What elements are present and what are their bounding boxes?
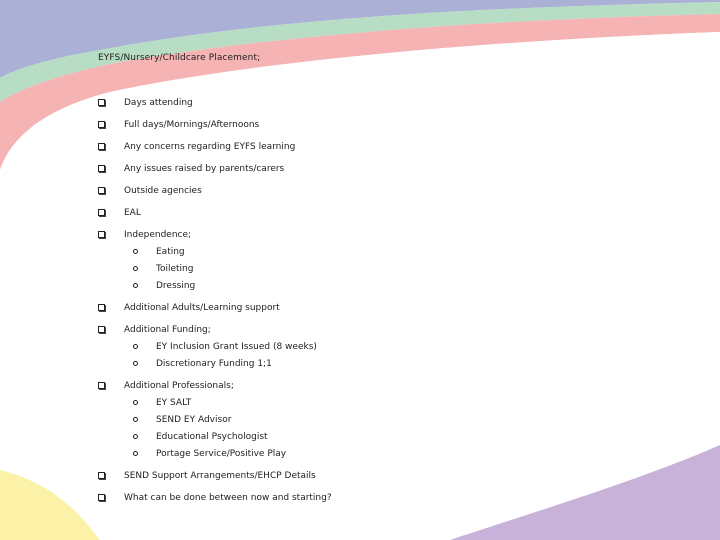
checkbox-icon — [98, 209, 105, 216]
circle-bullet-icon — [133, 417, 138, 422]
checklist-item-label: Any issues raised by parents/carers — [124, 164, 285, 174]
checkbox-icon — [98, 326, 105, 333]
sub-item-label: Eating — [156, 247, 185, 257]
checklist-item-label: Independence; — [124, 230, 192, 240]
checkbox-icon — [98, 121, 105, 128]
checklist-item-label: Outside agencies — [124, 186, 202, 196]
sub-item-label: Toileting — [156, 264, 194, 274]
circle-bullet-icon — [133, 451, 138, 456]
checklist-item-label: SEND Support Arrangements/EHCP Details — [124, 471, 316, 481]
sub-item-label: SEND EY Advisor — [156, 415, 232, 425]
circle-bullet-icon — [133, 249, 138, 254]
checkbox-icon — [98, 143, 105, 150]
sub-item-label: Dressing — [156, 281, 196, 291]
checkbox-icon — [98, 187, 105, 194]
sub-item-label: Educational Psychologist — [156, 432, 268, 442]
circle-bullet-icon — [133, 283, 138, 288]
checklist-item-label: Full days/Mornings/Afternoons — [124, 120, 260, 130]
checklist-item-label: Additional Professionals; — [124, 381, 234, 391]
checkbox-icon — [98, 231, 105, 238]
checklist-item-label: What can be done between now and starting? — [124, 493, 332, 503]
checklist-item-label: EAL — [124, 208, 141, 218]
white-body — [0, 32, 720, 540]
checkbox-icon — [98, 304, 105, 311]
slide-title: EYFS/Nursery/Childcare Placement; — [98, 53, 261, 63]
circle-bullet-icon — [133, 266, 138, 271]
checklist-item-label: Any concerns regarding EYFS learning — [124, 142, 296, 152]
checkbox-icon — [98, 165, 105, 172]
checkbox-icon — [98, 99, 105, 106]
checkbox-icon — [98, 494, 105, 501]
circle-bullet-icon — [133, 361, 138, 366]
sub-item-label: Portage Service/Positive Play — [156, 449, 287, 459]
sub-item-label: Discretionary Funding 1;1 — [156, 359, 272, 369]
sub-item-label: EY Inclusion Grant Issued (8 weeks) — [156, 342, 317, 352]
checklist-item-label: Additional Funding; — [124, 325, 211, 335]
checklist-item-label: Additional Adults/Learning support — [124, 303, 280, 313]
checkbox-icon — [98, 382, 105, 389]
checklist-item-label: Days attending — [124, 98, 193, 108]
circle-bullet-icon — [133, 344, 138, 349]
sub-item-label: EY SALT — [156, 398, 192, 408]
circle-bullet-icon — [133, 434, 138, 439]
checkbox-icon — [98, 472, 105, 479]
circle-bullet-icon — [133, 400, 138, 405]
